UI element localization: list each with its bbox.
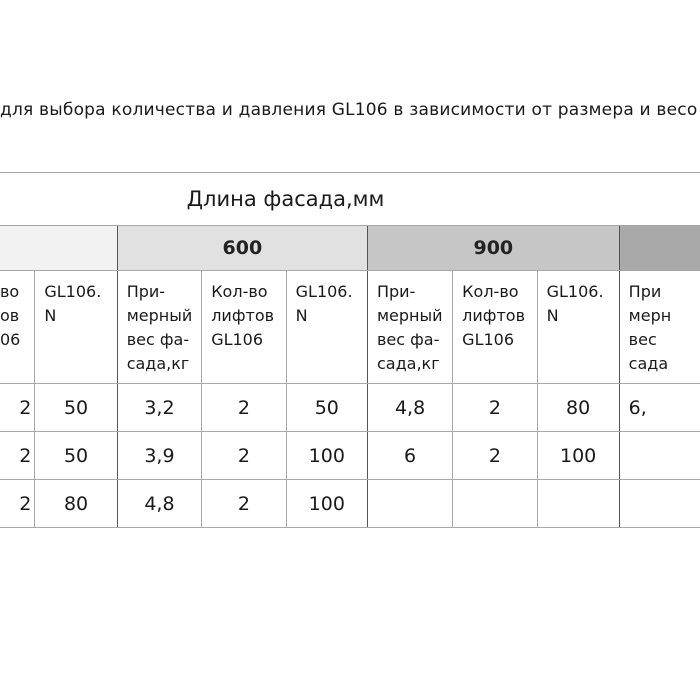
lift-selection-table (0, 172, 700, 528)
header-lifts: Кол-во лифтов GL106 (202, 271, 286, 384)
table-cell: 2 (202, 480, 286, 528)
table-row (0, 384, 700, 432)
table-cell: 2 (0, 432, 35, 480)
group-header-partial (0, 226, 117, 271)
table-cell: 4,8 (367, 384, 452, 432)
table-cell: 80 (537, 384, 619, 432)
table-cell: 50 (35, 384, 117, 432)
header-lifts: Кол-во лифтов GL106 (453, 271, 537, 384)
group-header-next (619, 226, 700, 271)
header-gl106-n: GL106. N (286, 271, 367, 384)
group-header-900: 900 (367, 226, 619, 271)
table-row (0, 480, 700, 528)
table-title (0, 173, 700, 226)
table-cell: 4,8 (117, 480, 201, 528)
table-cell: 50 (286, 384, 367, 432)
header-weight: При- мерный вес фа- сада,кг (117, 271, 201, 384)
table-caption: для выбора количества и давления GL106 в зависимости от размера и весо (0, 100, 698, 120)
group-header-600: 600 (117, 226, 367, 271)
header-weight-partial: При мерн вес сада (619, 271, 700, 384)
table-cell: 2 (202, 432, 286, 480)
header-gl106-n: GL106. N (537, 271, 619, 384)
table-cell: 6 (367, 432, 452, 480)
header-gl106-n: GL106. N (35, 271, 117, 384)
table-cell (619, 432, 700, 480)
table-cell: 3,2 (117, 384, 201, 432)
table-title-text: Длина фасада,мм (186, 187, 385, 211)
table-cell (619, 480, 700, 528)
table-cell: 2 (453, 432, 537, 480)
table-cell: 3,9 (117, 432, 201, 480)
table-cell (453, 480, 537, 528)
header-lifts-partial: во ов 06 (0, 271, 35, 384)
table-cell: 2 (202, 384, 286, 432)
table-cell: 100 (537, 432, 619, 480)
table-cell: 50 (35, 432, 117, 480)
header-weight: При- мерный вес фа- сада,кг (367, 271, 452, 384)
table-cell (367, 480, 452, 528)
table-cell (537, 480, 619, 528)
table-cell: 2 (0, 384, 35, 432)
table-cell: 2 (0, 480, 35, 528)
table-cell: 2 (453, 384, 537, 432)
table-cell: 80 (35, 480, 117, 528)
table-cell: 100 (286, 432, 367, 480)
table-row (0, 432, 700, 480)
table-cell: 6, (619, 384, 700, 432)
table-cell: 100 (286, 480, 367, 528)
